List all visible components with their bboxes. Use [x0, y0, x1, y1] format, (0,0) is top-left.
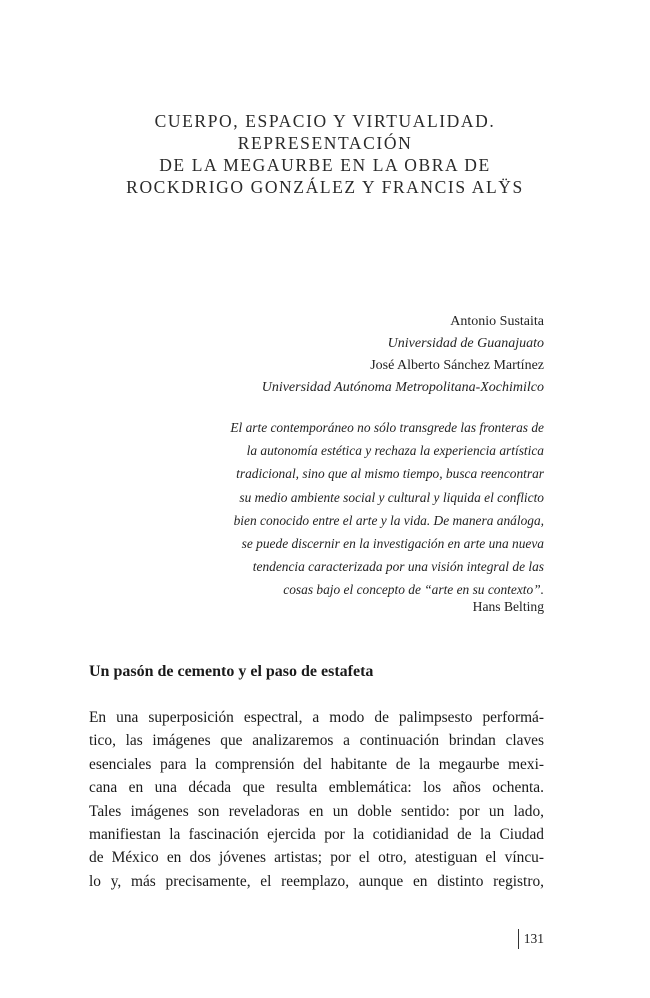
body-paragraph: [89, 706, 544, 893]
author-name: José Alberto Sánchez Martínez: [370, 358, 544, 373]
epigraph-line: tradicional, sino que al mismo tiempo, busca reencontrar: [236, 466, 544, 482]
epigraph-line: cosas bajo el concepto de “arte en su contexto”.: [283, 582, 544, 598]
epigraph-line: se puede discernir en la investigación en arte una nueva: [241, 536, 544, 552]
body-line: manifiestan la fascinación ejercida por la cotidianidad de la Ciudad: [89, 826, 544, 844]
epigraph-line: la autonomía estética y rechaza la experiencia artística: [246, 443, 544, 459]
page-number-rule: [518, 929, 519, 949]
section-heading: Un pasón de cemento y el paso de estafeta: [89, 663, 374, 680]
body-line: Tales imágenes son reveladoras en un doble sentido: por un lado,: [89, 802, 544, 820]
epigraph-line: bien conocido entre el arte y la vida. De manera análoga,: [233, 512, 544, 528]
chapter-title-line: ROCKDRIGO GONZÁLEZ Y FRANCIS ALŸS: [126, 177, 524, 197]
body-line: En una superposición espectral, a modo de palimpsesto performá-: [89, 709, 544, 726]
epigraph-line: El arte contemporáneo no sólo transgrede las fronteras de: [230, 420, 544, 435]
epigraph-line: tendencia caracterizada por una visión integral de las: [252, 559, 544, 575]
author-affiliation: Universidad Autónoma Metropolitana-Xochimilco: [261, 380, 544, 395]
epigraph-line: su medio ambiente social y cultural y liquida el conflicto: [239, 489, 544, 505]
chapter-title-line: CUERPO, ESPACIO Y VIRTUALIDAD.: [154, 111, 496, 131]
author-name: Antonio Sustaita: [450, 314, 544, 329]
chapter-title-line: REPRESENTACIÓN: [237, 133, 413, 153]
body-line: de México en dos jóvenes artistas; por el otro, atestiguan el víncu-: [89, 849, 544, 867]
body-line: lo y, más precisamente, el reemplazo, aunque en distinto registro,: [89, 872, 544, 890]
body-line: cana en una década que resulta emblemática: los años ochenta.: [89, 779, 544, 797]
chapter-title: [80, 110, 570, 198]
body-line: tico, las imágenes que analizaremos a continuación brindan claves: [89, 732, 544, 750]
chapter-title-line: DE LA MEGAURBE EN LA OBRA DE: [159, 155, 491, 175]
author-affiliation: Universidad de Guanajuato: [387, 336, 544, 351]
epigraph: [184, 416, 544, 602]
author-block: [262, 311, 544, 399]
page-footer: [518, 929, 544, 949]
page-number: 131: [523, 931, 544, 946]
epigraph-attribution: Hans Belting: [472, 599, 544, 614]
body-line: esenciales para la comprensión del habitante de la megaurbe mexi-: [89, 755, 544, 773]
